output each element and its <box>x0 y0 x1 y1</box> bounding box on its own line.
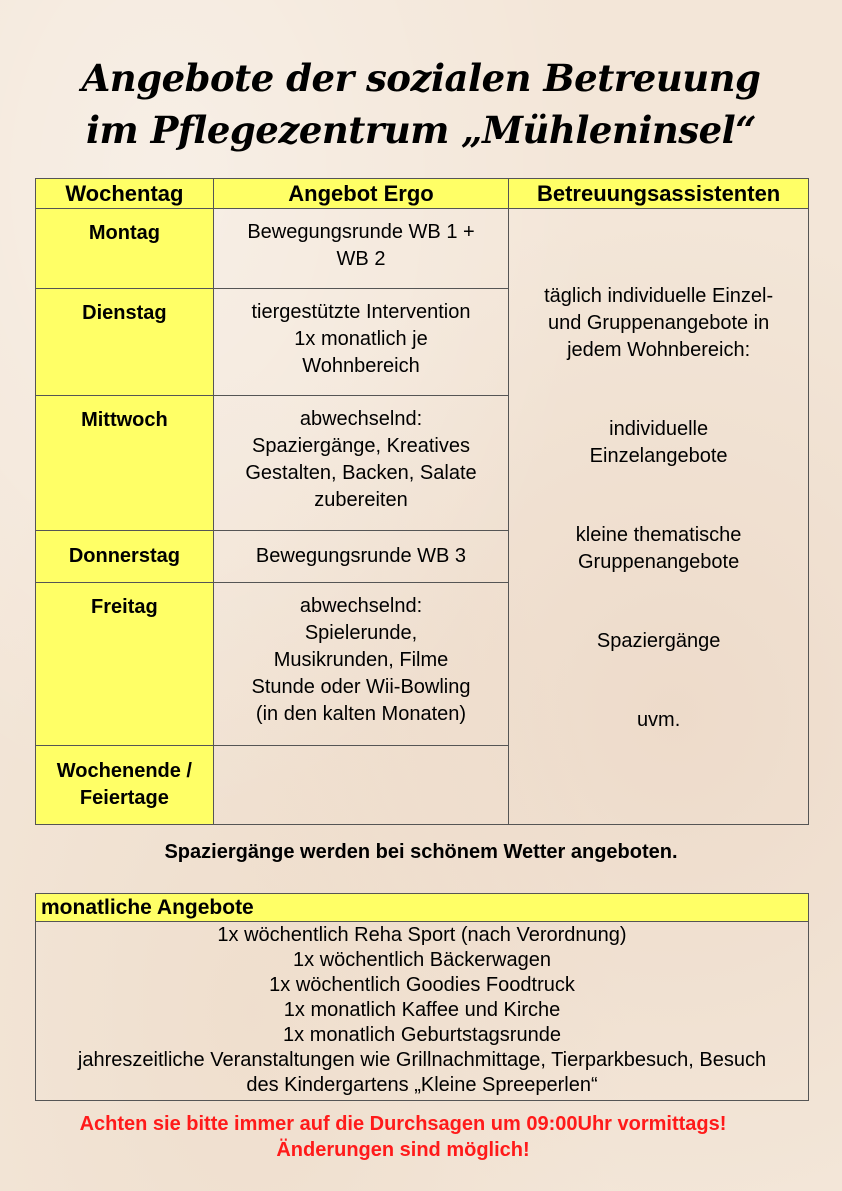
list-item: jahreszeitliche Veranstaltungen wie Grillnachmittage, Tierparkbesuch, Besuch <box>77 1049 767 1071</box>
ergo-cell <box>213 531 508 583</box>
ergo-line: tiergestützte Intervention <box>251 301 471 323</box>
betreuung-item-line: Spaziergänge <box>596 630 721 652</box>
weekday-cell <box>36 746 214 825</box>
ergo-cell <box>213 209 508 289</box>
header-ergo: Angebot Ergo <box>213 179 508 209</box>
betreuung-item-line: uvm. <box>636 709 681 731</box>
betreuung-item <box>509 707 808 734</box>
betreuung-item <box>509 628 808 655</box>
ergo-line: Musikrunden, Filme <box>273 649 449 671</box>
weather-note: Spaziergänge werden bei schönem Wetter angeboten. <box>164 841 678 863</box>
weekday-cell: Donnerstag <box>36 531 214 583</box>
ergo-line: Wohnbereich <box>302 355 420 377</box>
warning-line-1: Achten sie bitte immer auf die Durchsagen um 09:00Uhr vormittags! <box>79 1113 727 1135</box>
monthly-table <box>35 893 809 1101</box>
weekday-cell: Mittwoch <box>36 396 214 531</box>
ergo-line: Spielerunde, <box>304 622 418 644</box>
ergo-cell <box>213 746 508 825</box>
weekday-line: Wochenende / <box>56 760 192 782</box>
list-item: 1x wöchentlich Goodies Foodtruck <box>269 974 575 996</box>
ergo-cell <box>213 583 508 746</box>
list-item: 1x monatlich Kaffee und Kirche <box>283 999 561 1021</box>
ergo-line: abwechselnd: <box>299 408 423 430</box>
warning-line-2: Änderungen sind möglich! <box>276 1139 530 1161</box>
monthly-header: monatliche Angebote <box>36 894 809 922</box>
betreuung-item-line: individuelle <box>609 418 709 440</box>
ergo-line: Spaziergänge, Kreatives <box>252 435 470 457</box>
betreuung-item-line: kleine thematische <box>575 524 742 546</box>
weekday-cell: Dienstag <box>36 289 214 396</box>
list-item: 1x monatlich Geburtstagsrunde <box>283 1024 561 1046</box>
betreuung-item <box>509 416 808 470</box>
ergo-line: Stunde oder Wii-Bowling <box>251 676 471 698</box>
betreuung-intro-line: und Gruppenangebote in <box>547 312 770 334</box>
list-item: 1x wöchentlich Bäckerwagen <box>293 949 551 971</box>
betreuung-item-line: Gruppenangebote <box>577 551 740 573</box>
list-item: 1x wöchentlich Reha Sport (nach Verordnung) <box>217 924 627 946</box>
weekday-cell: Montag <box>36 209 214 289</box>
weekday-line: Feiertage <box>79 787 169 809</box>
schedule-table <box>35 178 809 825</box>
header-betreuung: Betreuungsassistenten <box>509 179 809 209</box>
header-weekday: Wochentag <box>36 179 214 209</box>
ergo-cell <box>213 289 508 396</box>
ergo-line: zubereiten <box>314 489 408 511</box>
betreuung-item-line: Einzelangebote <box>589 445 728 467</box>
betreuung-intro-line: täglich individuelle Einzel- <box>544 285 774 307</box>
title-line-1: Angebote der sozialen Betreuung <box>81 56 761 100</box>
table-row <box>36 209 809 289</box>
ergo-line: Gestalten, Backen, Salate <box>245 462 477 484</box>
announcement-warning <box>0 1111 806 1163</box>
ergo-line: Bewegungsrunde WB 3 <box>255 545 467 567</box>
monthly-body <box>36 922 809 1101</box>
ergo-line: WB 2 <box>336 248 386 270</box>
ergo-cell <box>213 396 508 531</box>
betreuung-intro-line: jedem Wohnbereich: <box>567 339 751 361</box>
ergo-line: Bewegungsrunde WB 1 + <box>247 221 475 243</box>
ergo-line: 1x monatlich je <box>294 328 428 350</box>
betreuung-intro <box>509 283 808 364</box>
page-title <box>0 52 842 156</box>
weekday-cell: Freitag <box>36 583 214 746</box>
ergo-line: (in den kalten Monaten) <box>255 703 467 725</box>
ergo-line: abwechselnd: <box>299 595 423 617</box>
betreuung-item <box>509 522 808 576</box>
title-line-2: im Pflegezentrum „Mühleninsel“ <box>85 108 756 152</box>
schedule-header-row <box>36 179 809 209</box>
list-item: des Kindergartens „Kleine Spreeperlen“ <box>246 1074 598 1096</box>
betreuung-cell <box>509 209 809 825</box>
